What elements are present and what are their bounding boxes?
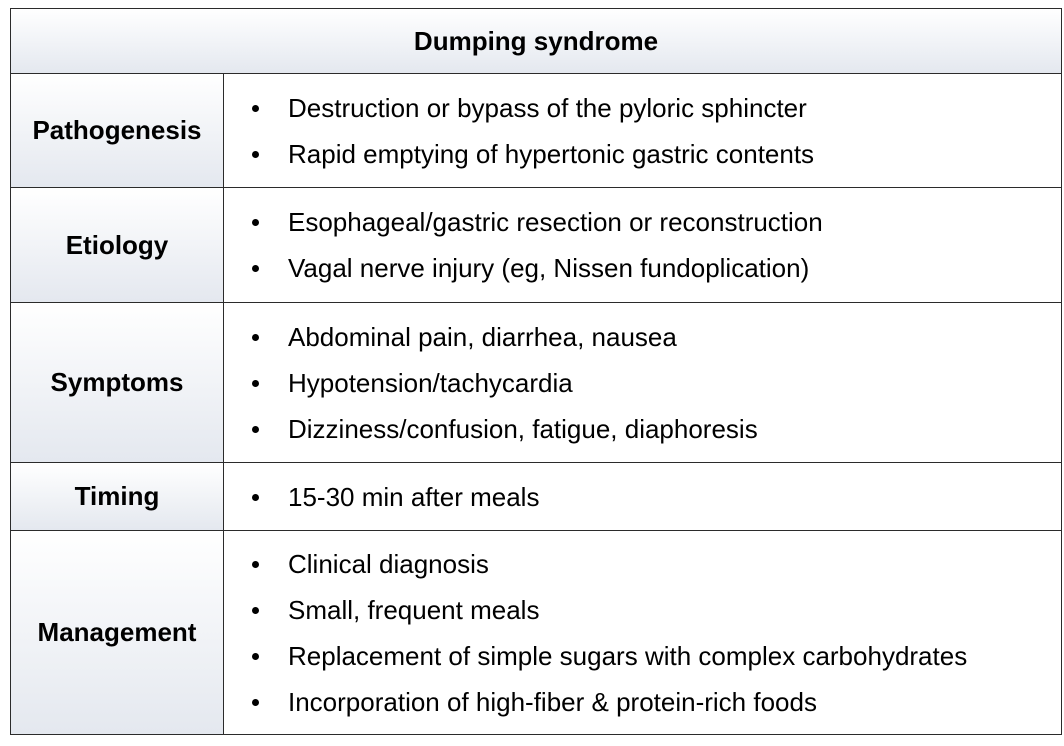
bullet-list — [224, 541, 967, 725]
list-item: Rapid emptying of hypertonic gastric contents — [246, 131, 814, 177]
list-item: Small, frequent meals — [246, 587, 967, 633]
list-item: Incorporation of high-fiber & protein-rich foods — [246, 679, 967, 725]
list-item: Esophageal/gastric resection or reconstruction — [246, 199, 823, 245]
list-item: Replacement of simple sugars with complex carbohydrates — [246, 633, 967, 679]
row-label-management: Management — [11, 531, 224, 734]
row-label-etiology: Etiology — [11, 188, 224, 303]
list-item: Clinical diagnosis — [246, 541, 967, 587]
row-label-timing: Timing — [11, 463, 224, 531]
list-item: 15-30 min after meals — [246, 474, 539, 520]
row-content-symptoms — [224, 303, 1061, 463]
row-content-etiology — [224, 188, 1061, 303]
table-title: Dumping syndrome — [11, 9, 1061, 74]
bullet-list — [224, 199, 823, 291]
bullet-list — [224, 314, 758, 452]
row-content-pathogenesis — [224, 74, 1061, 188]
list-item: Vagal nerve injury (eg, Nissen fundoplication) — [246, 245, 823, 291]
row-label-symptoms: Symptoms — [11, 303, 224, 463]
row-label-pathogenesis: Pathogenesis — [11, 74, 224, 188]
list-item: Destruction or bypass of the pyloric sphincter — [246, 85, 814, 131]
list-item: Abdominal pain, diarrhea, nausea — [246, 314, 758, 360]
dumping-syndrome-table — [10, 8, 1062, 735]
row-content-timing — [224, 463, 1061, 531]
bullet-list — [224, 85, 814, 177]
row-content-management — [224, 531, 1061, 734]
list-item: Dizziness/confusion, fatigue, diaphoresis — [246, 406, 758, 452]
bullet-list — [224, 474, 539, 520]
list-item: Hypotension/tachycardia — [246, 360, 758, 406]
